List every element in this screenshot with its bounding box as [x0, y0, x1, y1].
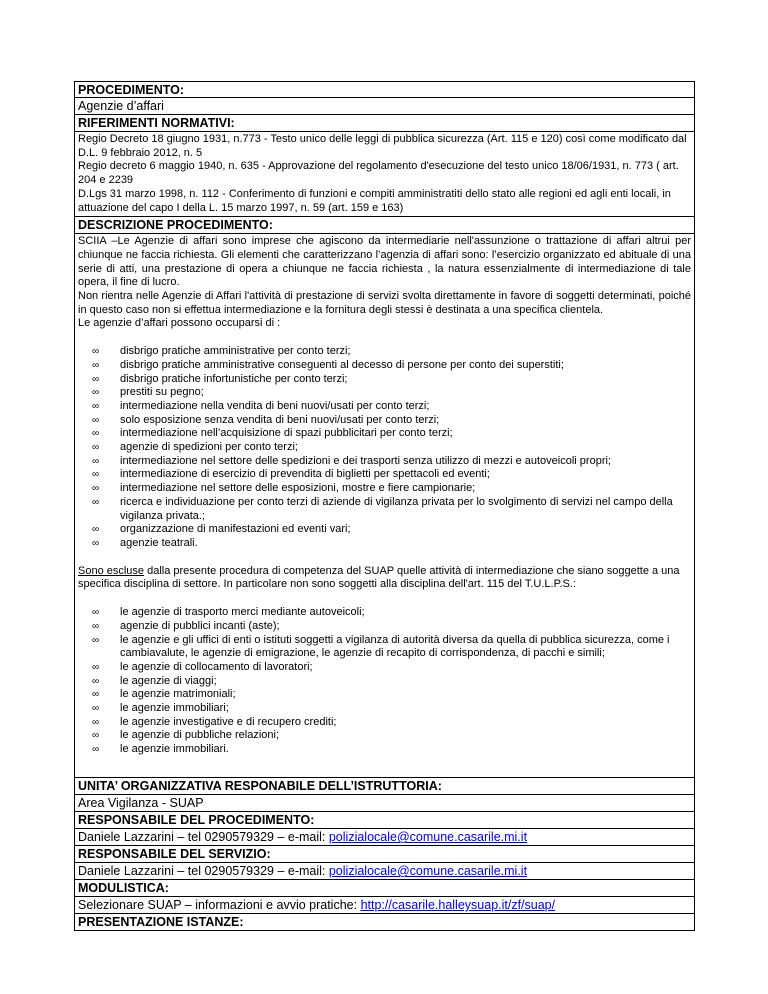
- bullet-icon: ∞: [92, 469, 100, 481]
- esclusioni-underlined: Sono escluse: [78, 564, 145, 577]
- list-item: ∞ disbrigo pratiche infortunistiche per conto terzi;: [92, 372, 348, 385]
- list-item: ∞ ricerca e individuazione per conto terzi di aziende di vigilanza privata per lo svolgimento di servizi nel campo della vigilanza privata.;: [92, 495, 673, 522]
- list-item: ∞ le agenzie investigative e di recupero crediti;: [92, 715, 337, 728]
- riferimenti-header: RIFERIMENTI NORMATIVI:: [74, 115, 695, 132]
- list-item: ∞ le agenzie immobiliari.: [92, 743, 229, 756]
- list-item: ∞ disbrigo pratiche amministrative conseguenti al decesso di persone per conto dei superstiti;: [92, 358, 564, 371]
- descrizione-para: Le agenzie d’affari possono occuparsi di :: [78, 317, 281, 330]
- riferimento-line: D.Lgs 31 marzo 1998, n. 112 - Conferimento di funzioni e compiti amministratiti dello stato alle regioni ed agli enti locali, in attuazione del capo I della L. 15 marzo 1997, n. 59 (art. 159 e 163): [78, 187, 671, 214]
- riferimenti-body: [74, 132, 695, 217]
- resp-servizio-email-link[interactable]: polizialocale@comune.casarile.mi.it: [328, 864, 528, 879]
- resp-procedimento-contact: Daniele Lazzarini – tel 0290579329 – e-mail:: [78, 830, 329, 845]
- procedimento-header: PROCEDIMENTO:: [74, 81, 695, 98]
- bullet-icon: ∞: [92, 496, 100, 508]
- list-item: ∞ le agenzie di collocamento di lavoratori;: [92, 660, 313, 673]
- list-item: ∞ prestiti su pegno;: [92, 386, 204, 399]
- list-item: ∞ le agenzie immobiliari;: [92, 702, 229, 715]
- riferimento-line: Regio decreto 6 maggio 1940, n. 635 - Approvazione del regolamento d'esecuzione del testo unico 18/06/1931, n. 773 ( art. 204 e 2239: [78, 160, 679, 187]
- list-item: ∞ intermediazione nell’acquisizione di spazi pubblicitari per conto terzi;: [92, 427, 453, 440]
- bullet-icon: ∞: [92, 703, 100, 715]
- descrizione-header: DESCRIZIONE PROCEDIMENTO:: [74, 217, 695, 234]
- riferimento-line: Regio Decreto 18 giugno 1931, n.773 - Testo unico delle leggi di pubblica sicurezza (Art. 115 e 120) così come modificato dal D.L. 9 febbraio 2012, n. 5: [78, 133, 687, 159]
- bullet-icon: ∞: [92, 607, 100, 619]
- list-item: ∞ le agenzie di pubbliche relazioni;: [92, 729, 279, 742]
- bullet-icon: ∞: [92, 483, 100, 495]
- resp-servizio-header: RESPONSABILE DEL SERVIZIO:: [74, 846, 695, 863]
- bullet-icon: ∞: [92, 634, 100, 646]
- modulistica-header: MODULISTICA:: [74, 880, 695, 897]
- bullet-icon: ∞: [92, 744, 100, 756]
- bullet-icon: ∞: [92, 524, 100, 536]
- modulistica-link[interactable]: http://casarile.halleysuap.it/zf/suap/: [360, 898, 556, 913]
- bullet-icon: ∞: [92, 675, 100, 687]
- list-item: ∞ organizzazione di manifestazioni ed eventi vari;: [92, 523, 351, 536]
- presentazione-header: PRESENTAZIONE ISTANZE:: [74, 914, 695, 931]
- resp-procedimento-email-link[interactable]: polizialocale@comune.casarile.mi.it: [328, 830, 528, 845]
- bullet-icon: ∞: [92, 661, 100, 673]
- list-item: ∞ agenzie teatrali.: [92, 536, 198, 549]
- descrizione-para: Non rientra nelle Agenzie di Affari l'attività di prestazione di servizi svolta direttamente in favore di soggetti determinati, poiché in questo caso non si effettua intermediazione e la fornitura degli stessi è destinata a una specifica clientela.: [78, 290, 691, 316]
- list-item: ∞ intermediazione nel settore delle esposizioni, mostre e fiere campionarie;: [92, 482, 476, 495]
- bullet-icon: ∞: [92, 373, 100, 385]
- list-item: ∞ intermediazione nel settore delle spedizioni e dei trasporti senza utilizzo di mezzi e autoveicoli propri;: [92, 454, 611, 467]
- resp-procedimento-header: RESPONSABILE DEL PROCEDIMENTO:: [74, 812, 695, 829]
- procedimento-value: Agenzie d’affari: [74, 98, 695, 115]
- bullet-icon: ∞: [92, 689, 100, 701]
- resp-servizio-contact: Daniele Lazzarini – tel 0290579329 – e-mail:: [78, 864, 329, 879]
- bullet-icon: ∞: [92, 730, 100, 742]
- list-item: ∞ intermediazione di esercizio di prevendita di biglietti per spettacoli ed eventi;: [92, 468, 490, 481]
- descrizione-para: SCIIA –Le Agenzie di affari sono imprese che agiscono da intermediarie nell'assunzione o trattazione di affari altrui per chiunque ne faccia richiesta. Gli elementi che caratterizzano l’agenzia di affari sono: l’esercizio organizzato ed abituale di una serie di atti, una prestazione di opera a chiunque ne faccia richiesta , la natura essenzialmente di intermediazione di tale opera, il fine di lucro.: [78, 235, 691, 289]
- esclusioni-list: [78, 606, 691, 757]
- descrizione-body: [74, 234, 695, 778]
- modulistica-text: Selezionare SUAP – informazioni e avvio pratiche:: [78, 898, 361, 913]
- bullet-icon: ∞: [92, 387, 100, 399]
- bullet-icon: ∞: [92, 716, 100, 728]
- bullet-icon: ∞: [92, 537, 100, 549]
- bullet-icon: ∞: [92, 414, 100, 426]
- esclusioni-text: dalla presente procedura di competenza del SUAP quelle attività di intermediazione che siano soggette a una specifica disciplina di settore. In particolare non sono soggetti alla disciplina dell'art. 115 del T.U.L.P.S.:: [78, 564, 680, 591]
- resp-procedimento-value: [74, 829, 695, 846]
- list-item: ∞ intermediazione nella vendita di beni nuovi/usati per conto terzi;: [92, 399, 430, 412]
- bullet-icon: ∞: [92, 442, 100, 454]
- document-table: [74, 81, 695, 931]
- resp-servizio-value: [74, 863, 695, 880]
- bullet-icon: ∞: [92, 428, 100, 440]
- unita-header: UNITA’ ORGANIZZATIVA RESPONABILE DELL’ISTRUTTORIA:: [74, 778, 695, 795]
- list-item: ∞ agenzie di spedizioni per conto terzi;: [92, 441, 298, 454]
- bullet-icon: ∞: [92, 620, 100, 632]
- list-item: ∞ le agenzie di viaggi;: [92, 674, 217, 687]
- unita-value: Area Vigilanza - SUAP: [74, 795, 695, 812]
- list-item: ∞ solo esposizione senza vendita di beni nuovi/usati per conto terzi;: [92, 413, 440, 426]
- list-item: ∞ le agenzie di trasporto merci mediante autoveicoli;: [92, 606, 365, 619]
- bullet-icon: ∞: [92, 346, 100, 358]
- list-item: ∞ disbrigo pratiche amministrative per conto terzi;: [92, 345, 351, 358]
- modulistica-value: [74, 897, 695, 914]
- bullet-icon: ∞: [92, 455, 100, 467]
- list-item: ∞ le agenzie e gli uffici di enti o istituti soggetti a vigilanza di autorità diversa da quella di pubblica sicurezza, come i cambiavalute, le agenzie di emigrazione, le agenzie di recapito di corrispondenza, di pacchi e simili;: [92, 633, 670, 660]
- list-item: ∞ le agenzie matrimoniali;: [92, 688, 236, 701]
- bullet-icon: ∞: [92, 359, 100, 371]
- esclusioni-para: [78, 565, 691, 592]
- attivita-list: [78, 345, 691, 551]
- bullet-icon: ∞: [92, 400, 100, 412]
- list-item: ∞ agenzie di pubblici incanti (aste);: [92, 619, 280, 632]
